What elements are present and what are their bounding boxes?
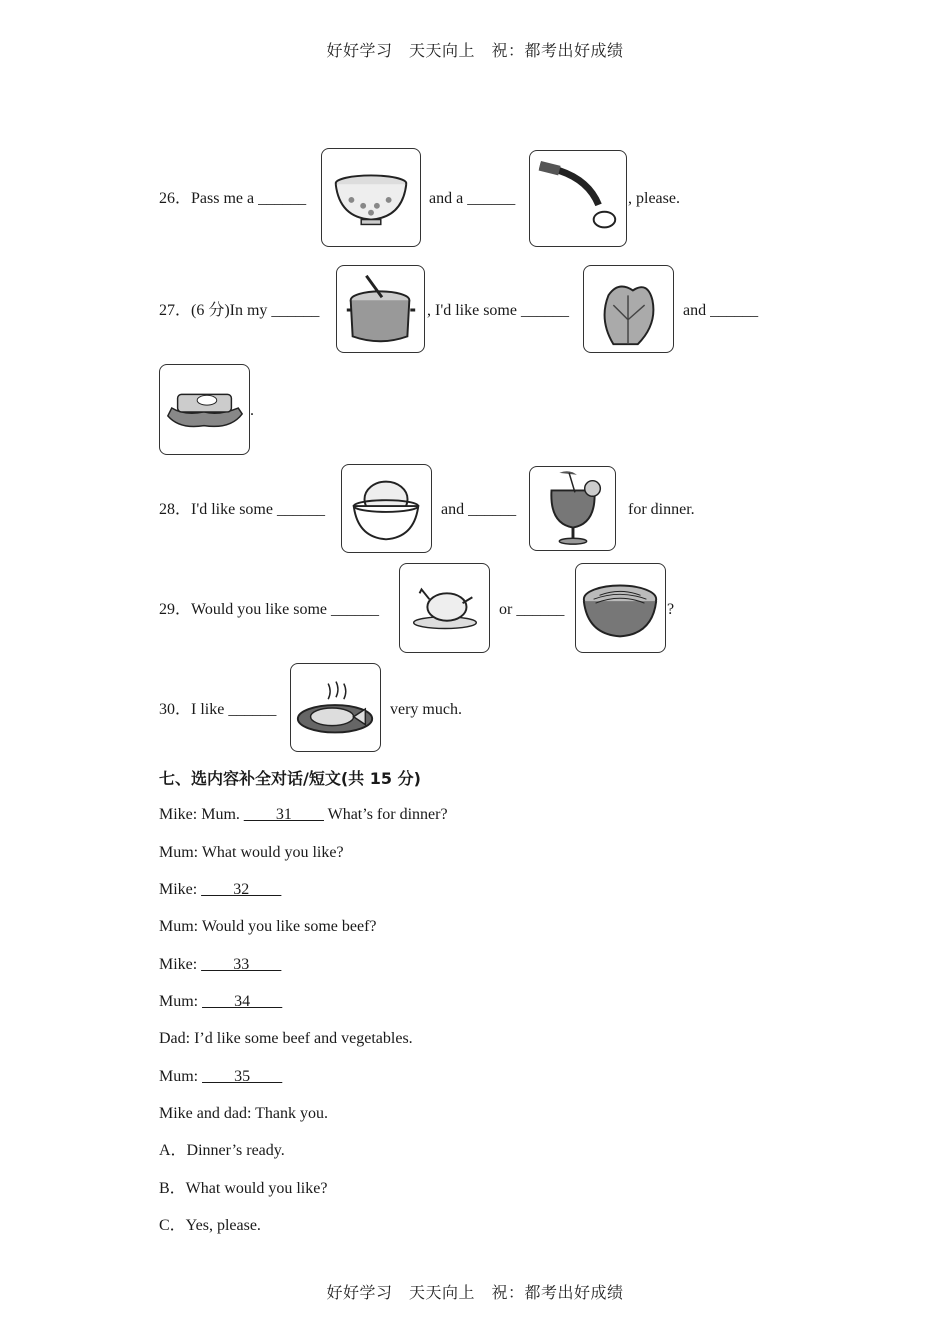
option-c: C．Yes, please. bbox=[159, 1217, 261, 1234]
q30-part-a: 30．I like ______ bbox=[159, 701, 277, 718]
q27-part-c: and ______ bbox=[683, 302, 759, 319]
q29-part-c: ? bbox=[667, 601, 675, 618]
fish-icon bbox=[290, 663, 381, 752]
dialogue-line: Mike and dad: Thank you. bbox=[159, 1105, 329, 1122]
q28-part-a: 28．I'd like some ______ bbox=[159, 501, 325, 518]
spoon-icon bbox=[529, 150, 627, 247]
option-b: B．What would you like? bbox=[159, 1180, 328, 1197]
bowl-icon bbox=[321, 148, 421, 247]
juice-icon bbox=[529, 466, 616, 551]
q30-part-b: very much. bbox=[390, 701, 462, 718]
chicken-icon bbox=[399, 563, 490, 653]
rice-icon bbox=[341, 464, 432, 553]
dialogue-line: Mum: What would you like? bbox=[159, 844, 344, 861]
dialogue-line: Mum: ____35____ bbox=[159, 1068, 283, 1085]
vegetables-icon bbox=[583, 265, 674, 353]
q26-part-c: , please. bbox=[628, 190, 680, 207]
dialogue-line: Mike: ____33____ bbox=[159, 956, 282, 973]
option-a: A．Dinner’s ready. bbox=[159, 1142, 285, 1159]
q26-part-b: and a ______ bbox=[429, 190, 516, 207]
q29-part-a: 29．Would you like some ______ bbox=[159, 601, 380, 618]
dialogue-line: Mike: Mum. ____31____ What’s for dinner? bbox=[159, 806, 448, 823]
q27-part-b: , I'd like some ______ bbox=[427, 302, 569, 319]
q26-part-a: 26．Pass me a ______ bbox=[159, 190, 307, 207]
page-header: 好好学习 天天向上 祝：都考出好成绩 bbox=[326, 41, 624, 60]
bread-icon bbox=[159, 364, 250, 455]
section-title: 七、选内容补全对话/短文(共 15 分) bbox=[159, 769, 421, 788]
q28-part-c: for dinner. bbox=[628, 501, 695, 518]
dialogue-line: Dad: I’d like some beef and vegetables. bbox=[159, 1030, 413, 1047]
noodles-icon bbox=[575, 563, 666, 653]
q29-part-b: or ______ bbox=[499, 601, 565, 618]
page-footer: 好好学习 天天向上 祝：都考出好成绩 bbox=[326, 1283, 624, 1302]
kitchen-pot-icon bbox=[336, 265, 425, 353]
dialogue-line: Mike: ____32____ bbox=[159, 881, 282, 898]
q27-part-a: 27．(6 分)In my ______ bbox=[159, 302, 320, 319]
q28-part-b: and ______ bbox=[441, 501, 517, 518]
dialogue-line: Mum: ____34____ bbox=[159, 993, 283, 1010]
dialogue-line: Mum: Would you like some beef? bbox=[159, 918, 377, 935]
q27-part-d: . bbox=[250, 402, 254, 419]
